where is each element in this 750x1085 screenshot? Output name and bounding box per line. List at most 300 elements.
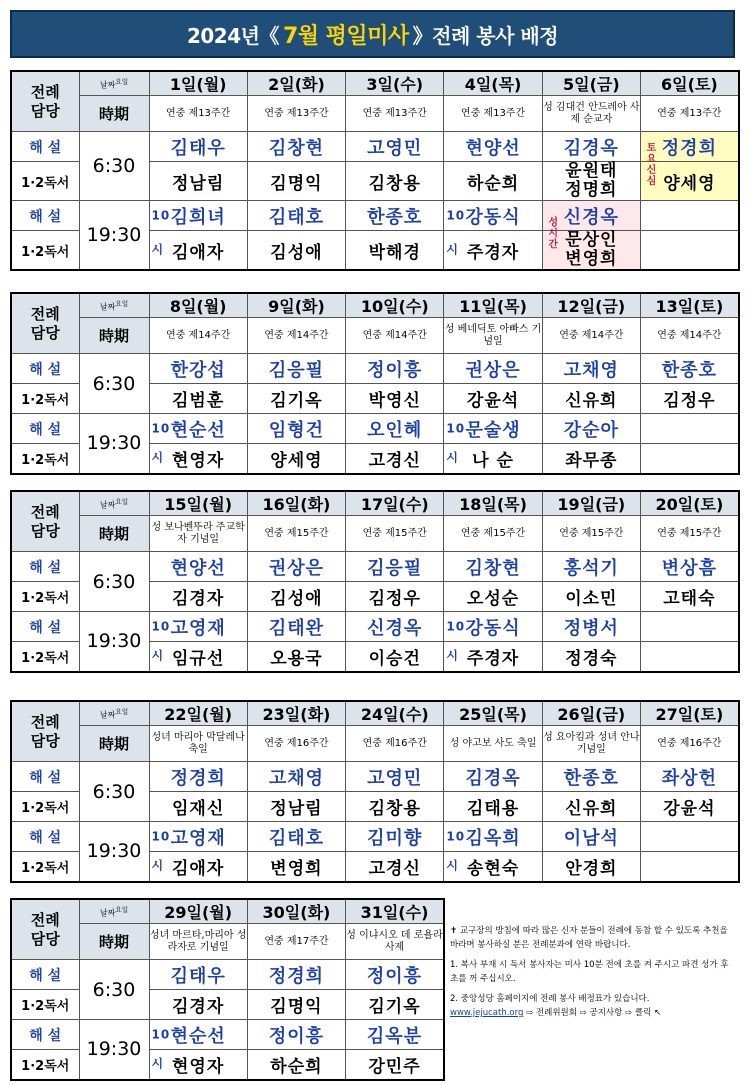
mass-time: 6:30	[79, 960, 149, 1020]
weekday-label: 요일	[115, 300, 129, 309]
assignee-name	[346, 1050, 444, 1080]
assignee-name	[149, 132, 247, 162]
commentary-label: 해 설	[11, 354, 79, 384]
time-header: 時期	[79, 924, 149, 960]
assignee-text: 한종호	[661, 359, 717, 381]
readers-label: 1·2독서	[11, 1050, 79, 1080]
assignee-text: 신경옥	[563, 206, 619, 228]
week-table	[10, 70, 740, 271]
feast-cell: 연중 제14주간	[542, 318, 640, 354]
assignee-name	[346, 1020, 444, 1050]
assignee-name	[149, 1050, 247, 1080]
assignee-text: 김정우	[663, 391, 716, 411]
assignee-name	[149, 162, 247, 201]
date-cell: 1일(월)	[149, 71, 247, 96]
week-table	[10, 490, 740, 673]
assignee-name	[640, 552, 738, 582]
role-header: 전례 담당	[11, 71, 79, 132]
nav-path: ⇨ 전례위원회 ⇨ 공지사항 ⇨ 클릭 ↖	[526, 1008, 662, 1018]
assignee-name	[346, 612, 444, 642]
title-highlight: 7월 평일미사	[282, 23, 409, 49]
assignee-name	[247, 384, 345, 414]
assignee-name	[346, 384, 444, 414]
assignee-name	[247, 414, 345, 444]
assignee-text: 김범훈	[172, 391, 225, 411]
assignee-name	[346, 792, 444, 822]
assignee-name	[542, 762, 640, 792]
assignee-text: 정경희	[170, 767, 226, 789]
week-table	[10, 292, 740, 475]
assignee-name	[542, 414, 640, 444]
ten-oclock-tag: 10	[446, 208, 466, 222]
assignee-text: 김기옥	[270, 391, 323, 411]
feast-cell: 연중 제15주간	[640, 516, 738, 552]
assignee-name	[346, 642, 444, 672]
assignee-name	[149, 762, 247, 792]
assignee-text: 김경옥	[563, 137, 619, 159]
assignee-text: 나 순	[472, 450, 514, 471]
assignee-name	[247, 1020, 345, 1050]
date-weekday-label	[79, 71, 149, 96]
commentary-label: 해 설	[11, 762, 79, 792]
assignee-name	[542, 552, 640, 582]
assignee-text: 김태우	[170, 965, 226, 987]
assignee-name	[542, 201, 640, 249]
assignee-name	[640, 582, 738, 612]
date-cell: 12일(금)	[542, 293, 640, 318]
readers-label: 1·2독서	[11, 990, 79, 1020]
assignee-name	[247, 354, 345, 384]
si-tag: 시	[446, 648, 459, 663]
assignee-text: 정이흥	[268, 1025, 325, 1047]
feast-cell: 연중 제17주간	[247, 924, 345, 960]
assignee-name	[444, 612, 542, 642]
date-cell: 31일(수)	[346, 899, 444, 924]
assignee-name	[247, 132, 345, 162]
assignee-text: 신유희	[565, 391, 618, 411]
assignee-name	[444, 642, 542, 672]
role-header: 전례 담당	[11, 701, 79, 762]
assignee-text: 이승건	[368, 648, 421, 669]
assignee-name	[247, 822, 345, 852]
assignee-name	[247, 960, 345, 990]
assignee-name	[247, 852, 345, 882]
readers-label: 1·2독서	[11, 852, 79, 882]
assignee-name	[542, 354, 640, 384]
date-cell: 30일(화)	[247, 899, 345, 924]
assignee-name	[149, 1020, 247, 1050]
assignee-text: 정경희	[661, 137, 717, 159]
saturday-devotion-tag: 토요신심	[643, 141, 655, 186]
assignee-text: 김미향	[367, 827, 423, 849]
assignee-name	[444, 792, 542, 822]
mass-time: 19:30	[79, 612, 149, 672]
assignee-name	[247, 642, 345, 672]
assignee-text: 안경희	[565, 858, 618, 879]
date-cell: 9일(화)	[247, 293, 345, 318]
assignee-text: 주경자	[466, 648, 520, 669]
assignee-name	[542, 444, 640, 474]
assignee-name	[444, 201, 542, 231]
assignee-name	[444, 852, 542, 882]
title-suffix: 》전례 봉사 배정	[412, 23, 559, 48]
si-tag: 시	[151, 648, 165, 663]
assignee-name	[247, 162, 345, 201]
readers-label: 1·2독서	[11, 792, 79, 822]
ten-oclock-tag: 10	[151, 208, 171, 222]
feast-cell: 연중 제14주간	[247, 318, 345, 354]
assignee-name	[346, 414, 444, 444]
assignee-text: 김성애	[270, 242, 323, 263]
assignee-name	[346, 201, 444, 231]
ten-oclock-tag: 10	[151, 1027, 171, 1041]
date-cell: 6일(토)	[640, 71, 738, 96]
assignee-text: 김창현	[268, 137, 325, 159]
weekday-label: 요일	[115, 78, 129, 87]
assignee-name	[542, 612, 640, 642]
assignee-name	[149, 414, 247, 444]
empty-slot	[640, 231, 738, 271]
si-tag: 시	[151, 1056, 165, 1071]
assignee-text: 현영자	[172, 1056, 225, 1077]
empty-slot	[640, 852, 738, 882]
empty-slot	[640, 414, 738, 444]
assignee-text: 고태숙	[663, 589, 716, 609]
empty-slot	[640, 612, 738, 642]
assignee-text: 강민주	[368, 1056, 421, 1077]
weekday-label: 요일	[115, 708, 129, 717]
commentary-label: 해 설	[11, 552, 79, 582]
assignee-text: 좌상헌	[661, 767, 717, 789]
assignee-text: 김응필	[367, 557, 423, 579]
assignee-name	[247, 612, 345, 642]
assignee-name	[149, 354, 247, 384]
assignee-text: 신경옥	[367, 617, 423, 639]
assignee-name	[444, 762, 542, 792]
assignee-text: 변영희	[270, 858, 323, 879]
assignee-text: 하순희	[466, 173, 520, 194]
date-weekday-label	[79, 491, 149, 516]
feast-cell: 연중 제13주간	[640, 96, 738, 132]
assignee-name	[640, 354, 738, 384]
si-tag: 시	[446, 242, 459, 257]
feast-cell: 성 요아킴과 성녀 안나 기념일	[542, 726, 640, 762]
commentary-label: 해 설	[11, 201, 79, 231]
date-cell: 24일(수)	[346, 701, 444, 726]
si-tag: 시	[151, 450, 165, 465]
assignee-text: 김정우	[368, 589, 421, 609]
mass-time: 6:30	[79, 354, 149, 414]
date-label: 날짜	[99, 908, 116, 918]
assignee-text: 정이흥	[366, 965, 423, 987]
empty-slot	[640, 822, 738, 852]
date-label: 날짜	[99, 302, 116, 312]
readers-label: 1·2독서	[11, 162, 79, 201]
date-cell: 10일(수)	[346, 293, 444, 318]
week-table	[10, 898, 445, 1081]
assignee-text: 김태용	[466, 799, 520, 819]
ten-oclock-tag: 10	[151, 619, 171, 633]
date-cell: 25일(목)	[444, 701, 542, 726]
assignee-name	[444, 444, 542, 474]
assignee-name	[149, 852, 247, 882]
readers-label: 1·2독서	[11, 384, 79, 414]
assignee-name	[247, 552, 345, 582]
assignee-text: 문술생	[465, 419, 521, 441]
assignee-text: 김응필	[268, 359, 325, 381]
assignee-text: 김태호	[268, 827, 325, 849]
assignee-text: 김창용	[368, 799, 421, 819]
assignee-name	[149, 990, 247, 1020]
assignee-text: 김창용	[368, 173, 421, 194]
si-tag: 시	[151, 242, 165, 257]
assignee-name	[542, 132, 640, 162]
page-title	[10, 10, 735, 58]
assignee-text: 강윤석	[663, 799, 716, 819]
mass-time: 19:30	[79, 414, 149, 474]
assignee-text: 강동식	[465, 206, 521, 228]
feast-cell: 연중 제16주간	[247, 726, 345, 762]
feast-cell: 연중 제16주간	[640, 726, 738, 762]
time-header: 時期	[79, 516, 149, 552]
role-header: 전례 담당	[11, 491, 79, 552]
assignee-text: 고채영	[268, 767, 325, 789]
homepage-link[interactable]: www.jejucath.org	[450, 1008, 524, 1018]
assignee-name	[542, 162, 640, 201]
date-cell: 13일(토)	[640, 293, 738, 318]
assignee-name	[444, 162, 542, 201]
commentary-label: 해 설	[11, 960, 79, 990]
feast-cell: 성녀 마르타,마리아 성 라자로 기념일	[149, 924, 247, 960]
assignee-name	[247, 201, 345, 231]
assignee-text: 임재신	[172, 799, 225, 819]
assignee-name	[149, 960, 247, 990]
assignee-text: 이남석	[563, 827, 619, 849]
date-cell: 22일(월)	[149, 701, 247, 726]
assignee-name	[346, 231, 444, 271]
readers-label: 1·2독서	[11, 231, 79, 271]
assignee-text: 한강섭	[170, 359, 226, 381]
assignee-name	[346, 852, 444, 882]
mass-time: 6:30	[79, 552, 149, 612]
date-cell: 15일(월)	[149, 491, 247, 516]
date-cell: 20일(토)	[640, 491, 738, 516]
assignee-name	[444, 354, 542, 384]
assignee-name	[247, 792, 345, 822]
feast-cell: 연중 제15주간	[542, 516, 640, 552]
date-cell: 16일(화)	[247, 491, 345, 516]
date-label: 날짜	[99, 80, 116, 90]
assignee-name	[149, 612, 247, 642]
date-weekday-label	[79, 899, 149, 924]
assignee-text: 송현숙	[466, 858, 520, 879]
assignee-name	[149, 231, 247, 271]
assignee-text: 오성순	[466, 589, 520, 609]
title-prefix: 2024년《	[186, 23, 279, 48]
mass-time: 19:30	[79, 822, 149, 882]
assignee-text: 고영민	[367, 137, 423, 159]
assignee-text: 현영자	[172, 450, 225, 471]
feast-cell: 성 야고보 사도 축일	[444, 726, 542, 762]
assignee-text: 하순희	[270, 1056, 323, 1077]
feast-cell: 연중 제14주간	[346, 318, 444, 354]
assignee-text: 김경자	[172, 589, 225, 609]
feast-cell: 연중 제14주간	[640, 318, 738, 354]
assignee-text: 정남림	[172, 173, 225, 194]
date-label: 날짜	[99, 500, 116, 510]
assignee-name	[346, 990, 444, 1020]
assignee-name	[444, 414, 542, 444]
date-cell: 27일(토)	[640, 701, 738, 726]
assignee-text: 고채영	[563, 359, 619, 381]
assignee-text: 홍석기	[563, 557, 619, 579]
ten-oclock-tag: 10	[446, 619, 466, 633]
assignee-text: 김기옥	[368, 997, 421, 1017]
assignee-text: 이소민	[565, 589, 618, 609]
assignee-text: 강윤석	[466, 391, 520, 411]
assignee-text: 권상은	[465, 359, 521, 381]
assignee-text: 오용국	[270, 648, 323, 669]
assignee-text: 강동식	[465, 617, 521, 639]
assignee-text: 임형건	[268, 419, 325, 441]
assignee-text: 김성애	[270, 589, 323, 609]
date-cell: 17일(수)	[346, 491, 444, 516]
assignee-text: 주경자	[466, 242, 520, 263]
assignee-text: 좌무종	[565, 450, 618, 471]
assignee-text: 김옥분	[366, 1025, 423, 1047]
week-table	[10, 700, 740, 883]
date-cell: 18일(목)	[444, 491, 542, 516]
assignee-name	[346, 762, 444, 792]
holy-hour-tag: 성시간	[545, 216, 557, 249]
feast-cell: 연중 제16주간	[346, 726, 444, 762]
assignee-name	[640, 384, 738, 414]
notes-item-2: 2. 중앙성당 홈페이지에 전례 봉사 배정표가 있습니다. www.jejucath.org ⇨ 전례위원회 ⇨ 공지사항 ⇨ 클릭 ↖	[450, 994, 662, 1018]
assignee-text: 정경숙	[565, 648, 618, 669]
date-cell: 8일(월)	[149, 293, 247, 318]
assignee-text: 한종호	[563, 767, 619, 789]
assignee-name	[247, 231, 345, 271]
readers-label: 1·2독서	[11, 582, 79, 612]
assignee-name	[542, 822, 640, 852]
assignee-text: 고영재	[170, 617, 226, 639]
readers-label: 1·2독서	[11, 642, 79, 672]
assignee-text: 고경신	[368, 450, 421, 471]
assignee-name	[149, 792, 247, 822]
feast-cell: 연중 제15주간	[444, 516, 542, 552]
assignee-name	[444, 582, 542, 612]
assignee-text: 정경희	[268, 965, 325, 987]
assignee-text: 정남림	[270, 799, 323, 819]
notes-intro: ✝ 교구장의 방침에 따라 많은 신자 분들이 전례에 동참 할 수 있도록 추천을 바라며 봉사하실 분은 전례분과에 연락 바랍니다.	[450, 926, 728, 950]
date-weekday-label	[79, 701, 149, 726]
feast-cell: 연중 제13주간	[149, 96, 247, 132]
assignee-name	[247, 990, 345, 1020]
commentary-label: 해 설	[11, 612, 79, 642]
feast-cell: 성녀 마리아 막달레나축일	[149, 726, 247, 762]
assignee-name	[542, 642, 640, 672]
feast-cell: 성 보나벤뚜라 주교학자 기념일	[149, 516, 247, 552]
feast-cell: 연중 제13주간	[444, 96, 542, 132]
assignee-name	[149, 582, 247, 612]
weekday-label: 요일	[115, 906, 129, 915]
assignee-text: 변상흠	[661, 557, 717, 579]
assignee-text: 고경신	[368, 858, 421, 879]
assignee-name	[149, 384, 247, 414]
assignee-text: 현순선	[170, 1025, 226, 1047]
date-cell: 3일(수)	[346, 71, 444, 96]
feast-cell: 연중 제14주간	[149, 318, 247, 354]
assignee-text: 오인혜	[367, 419, 423, 441]
assignee-text: 현양선	[170, 557, 226, 579]
date-label: 날짜	[99, 710, 116, 720]
assignee-name	[542, 582, 640, 612]
assignee-text: 강순아	[563, 419, 619, 441]
assignee-text: 윤원태 정명희	[565, 161, 618, 200]
assignee-name	[149, 444, 247, 474]
assignee-text: 정이흥	[367, 359, 423, 381]
role-header: 전례 담당	[11, 899, 79, 960]
empty-slot	[640, 444, 738, 474]
assignee-name	[640, 762, 738, 792]
mass-time: 6:30	[79, 132, 149, 201]
si-tag: 시	[446, 858, 459, 873]
assignee-text: 박영신	[368, 391, 421, 411]
ten-oclock-tag: 10	[446, 829, 466, 843]
commentary-label: 해 설	[11, 1020, 79, 1050]
assignee-text: 김태우	[170, 137, 226, 159]
assignee-text: 김옥희	[465, 827, 521, 849]
assignee-text: 권상은	[268, 557, 325, 579]
assignee-name	[444, 231, 542, 271]
assignee-text: 김애자	[172, 858, 225, 879]
time-header: 時期	[79, 318, 149, 354]
assignee-name	[149, 642, 247, 672]
assignee-text: 한종호	[367, 206, 423, 228]
readers-label: 1·2독서	[11, 444, 79, 474]
assignee-text: 신유희	[565, 799, 618, 819]
date-cell: 29일(월)	[149, 899, 247, 924]
feast-cell: 연중 제15주간	[346, 516, 444, 552]
assignee-name	[149, 201, 247, 231]
assignee-text: 김애자	[172, 242, 225, 263]
feast-cell: 연중 제13주간	[346, 96, 444, 132]
assignee-text: 문상인 변영희	[565, 230, 618, 269]
assignee-name	[346, 444, 444, 474]
assignee-name	[346, 822, 444, 852]
assignee-text: 양세영	[270, 450, 323, 471]
feast-cell: 성 베네딕토 아빠스 기념일	[444, 318, 542, 354]
empty-slot	[640, 201, 738, 231]
assignee-name	[247, 444, 345, 474]
assignee-name	[346, 552, 444, 582]
assignee-name	[444, 132, 542, 162]
assignee-text: 박해경	[368, 242, 421, 263]
ten-oclock-tag: 10	[151, 421, 171, 435]
feast-cell: 연중 제15주간	[247, 516, 345, 552]
date-cell: 19일(금)	[542, 491, 640, 516]
si-tag: 시	[446, 450, 459, 465]
assignee-text: 양세영	[663, 173, 716, 194]
assignee-name	[346, 132, 444, 162]
commentary-label: 해 설	[11, 414, 79, 444]
notes-item-1: 1. 복사 부재 시 독서 봉사자는 미사 10분 전에 초를 켜 주시고 파견 성가 후 초를 꺼 주십시오.	[450, 960, 729, 984]
ten-oclock-tag: 10	[151, 829, 171, 843]
assignee-text: 김명익	[270, 173, 323, 194]
ten-oclock-tag: 10	[446, 421, 466, 435]
assignee-text: 김경자	[172, 997, 225, 1017]
assignee-name	[346, 354, 444, 384]
